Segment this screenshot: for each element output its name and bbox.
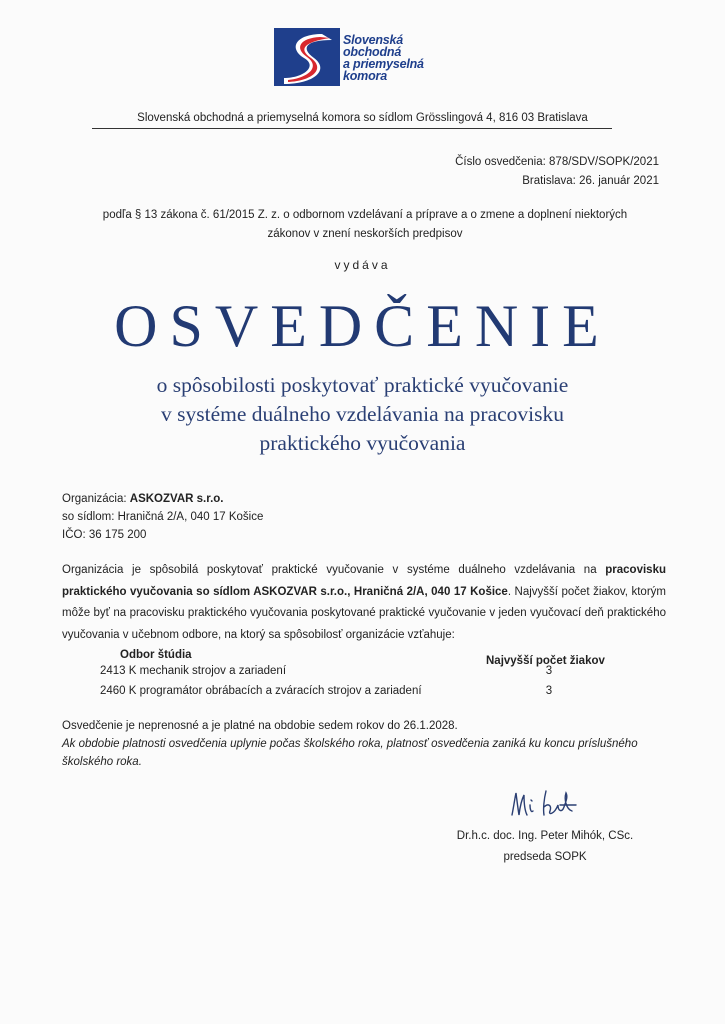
sopk-logo [274,28,450,86]
signatory-name: Dr.h.c. doc. Ing. Peter Mihók, CSc. [456,830,634,842]
organization-ico: 36 175 200 [88,529,147,541]
signatory-role: predseda SOPK [503,851,587,863]
organization-name: ASKOZVAR s.r.o. [129,493,224,505]
table-header-count: Najvyšší počet žiakov [486,655,605,667]
organization-seat: Hraničná 2/A, 040 17 Košice [117,511,264,523]
organization-block: Organizácia: ASKOZVAR s.r.o. so sídlom: Hraničná 2/A, 040 17 Košice IČO: 36 175 200 [62,493,264,541]
validity-note: Osvedčenie je neprenosné a je platné na obdobie sedem rokov do 26.1.2028. Ak obdobie platnosti osvedčenia uplynie počas školského roka, platnosť osvedčenia zaniká ku koncu príslušného školského roka. [62,720,638,768]
document-subtitle: o spôsobilosti poskytovať praktické vyučovanie v systéme duálneho vzdelávania na pracovisku praktického vyučovania [156,373,569,455]
field-name: 2413 K mechanik strojov a zariadení [100,665,287,677]
issues-label: vydáva [334,258,391,272]
sopk-logo-mark [274,28,340,86]
table-header-field: Odbor štúdia [120,649,192,661]
place-date: Bratislava: 26. január 2021 [522,175,659,187]
document-title: OSVEDČENIE [114,293,611,359]
table-row [100,665,560,681]
field-name: 2460 K programátor obrábacích a zváracích strojov a zariadení [100,685,422,697]
certification-paragraph: Organizácia je spôsobilá poskytovať praktické vyučovanie v systéme duálneho vzdelávania na pracovisku praktického vyučovania so sídlom ASKOZVAR s.r.o., Hraničná 2/A, 040 17 Košice. Najvyšší počet žiakov, ktorým môže byť na pracovisku praktického vyučovania poskytované praktické vyučovanie v jeden vyučovací deň praktického vyučovania v učebnom odbore, na ktorý sa spôsobilosť organizácie vzťahuje: [62,564,666,641]
header-divider [92,128,612,129]
signatory [450,826,640,868]
header-address: Slovenská obchodná a priemyselná komora so sídlom Grösslingová 4, 816 03 Bratislava [137,112,588,124]
student-count: 3 [545,685,553,697]
law-reference: podľa § 13 zákona č. 61/2015 Z. z. o odbornom vzdelávaní a príprave a o zmene a doplnení niektorých zákonov v znení neskorších predpisov [102,209,628,240]
handwritten-signature [506,785,586,827]
table-row [100,685,560,701]
student-count: 3 [545,665,553,677]
certificate-number: Číslo osvedčenia: 878/SDV/SOPK/2021 [455,156,659,168]
sopk-logo-text: Slovenská obchodná a priemyselná komora [343,33,424,83]
